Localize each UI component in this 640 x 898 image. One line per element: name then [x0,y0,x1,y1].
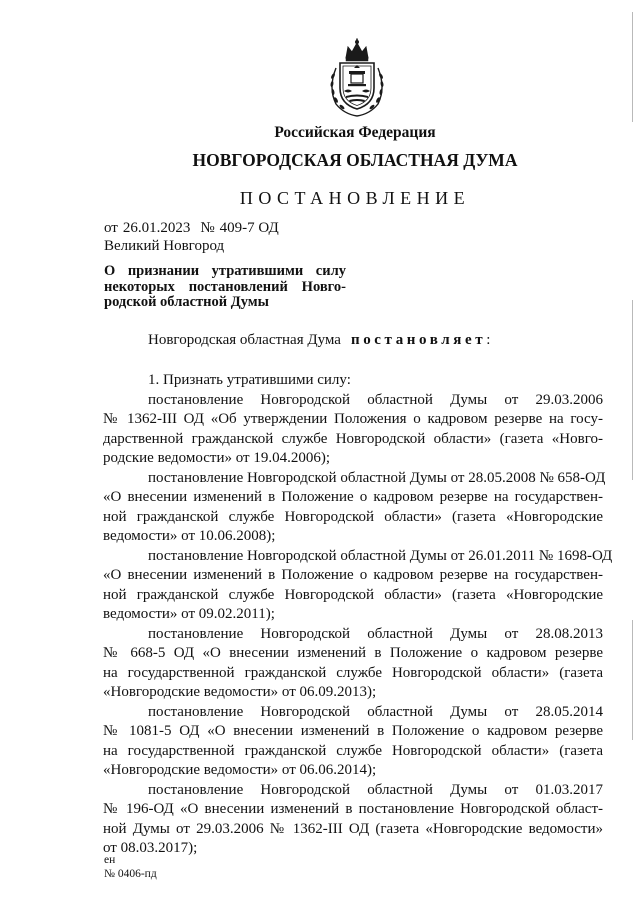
resolution-line: «Новгородские ведомости» от 06.06.2014); [103,762,377,778]
document-code: № 0406-пд [104,867,157,880]
resolution-line: № 1362-III ОД «Об утверждении Положения о кадровом резерве на госу- [103,411,603,427]
resolution-line: постановление Новгородской областной Думы от 28.05.2014 [148,703,603,720]
document-date: 26.01.2023 [122,220,191,236]
coat-of-arms-emblem [324,38,390,118]
resolution-line: ной гражданской службе Новгородской области» (газета «Новгородские [103,508,603,525]
date-prefix: от [104,220,118,236]
item-1: 1. Признать утратившими силу: [148,372,351,388]
document-body [103,371,613,859]
resolution-line: «Новгородские ведомости» от 06.09.2013); [103,684,377,700]
subject-line: родской областной Думы [104,294,269,310]
resolution-line: «О внесении изменений в Положение о кадровом резерве на государствен- [103,567,603,583]
resolution-line: родские ведомости» от 19.04.2006); [103,450,331,466]
resolving-verb: постановляет [350,332,487,348]
executor-initials: ен [104,854,116,866]
resolution-line: № 1081-5 ОД «О внесении изменений в Положение о кадровом резерве [103,723,603,739]
document-type-heading: ПОСТАНОВЛЕНИЕ [239,188,471,208]
scan-edge-mark [632,300,633,480]
document-city: Великий Новгород [104,238,225,254]
resolution-line: на государственной гражданской службе Новгородской области» (газета [103,742,603,759]
resolution-entry [103,781,603,859]
resolution-line: постановление Новгородской областной Думы от 28.05.2008 № 658-ОД [148,469,606,486]
document-subject [104,264,346,311]
resolution-line: № 668-5 ОД «О внесении изменений в Положение о кадровом резерве [103,645,603,661]
scan-edge-mark [632,12,633,122]
number-sign: № [200,220,215,236]
resolution-line: постановление Новгородской областной Думы от 28.08.2013 [148,625,603,642]
scan-edge-mark [632,620,633,740]
resolution-entry [103,391,603,469]
resolving-colon: : [486,332,491,348]
executor-mark [104,854,157,881]
resolution-entry [103,547,613,625]
resolution-entry [103,703,603,781]
resolution-line: постановление Новгородской областной Думы от 26.01.2011 № 1698-ОД [148,547,613,564]
resolution-line: ной гражданской службе Новгородской области» (газета «Новгородские [103,586,603,603]
country-heading: Российская Федерация [274,124,436,141]
document-number: 409-7 ОД [219,220,279,236]
resolution-line: «О внесении изменений в Положение о кадровом резерве на государствен- [103,489,603,505]
resolution-line: ведомости» от 09.02.2011); [103,606,275,622]
resolution-line: ной Думы от 29.03.2006 № 1362-III ОД (газета «Новгородские ведомости» [103,820,603,837]
resolution-entry [103,625,603,703]
resolving-subject: Новгородская областная Дума [148,332,341,348]
subject-line: некоторых постановлений Новго- [104,278,346,295]
resolving-formula [148,332,490,349]
document-date-number [104,220,279,237]
resolution-line: ведомости» от 10.06.2008); [103,528,276,544]
resolution-line: постановление Новгородской областной Думы от 29.03.2006 [148,391,603,408]
subject-line: О признании утратившими силу [104,263,346,279]
duma-heading: НОВГОРОДСКАЯ ОБЛАСТНАЯ ДУМА [192,150,518,170]
resolution-line: дарственной гражданской службе Новгородской области» (газета «Новго- [103,430,603,447]
resolution-line: на государственной гражданской службе Новгородской области» (газета [103,664,603,681]
resolution-line: постановление Новгородской областной Думы от 01.03.2017 [148,781,603,798]
resolution-entry [103,469,606,547]
resolution-line: от 08.03.2017); [103,840,198,856]
coat-of-arms-icon [324,38,390,118]
resolution-line: № 196-ОД «О внесении изменений в постановление Новгородской област- [103,801,603,817]
